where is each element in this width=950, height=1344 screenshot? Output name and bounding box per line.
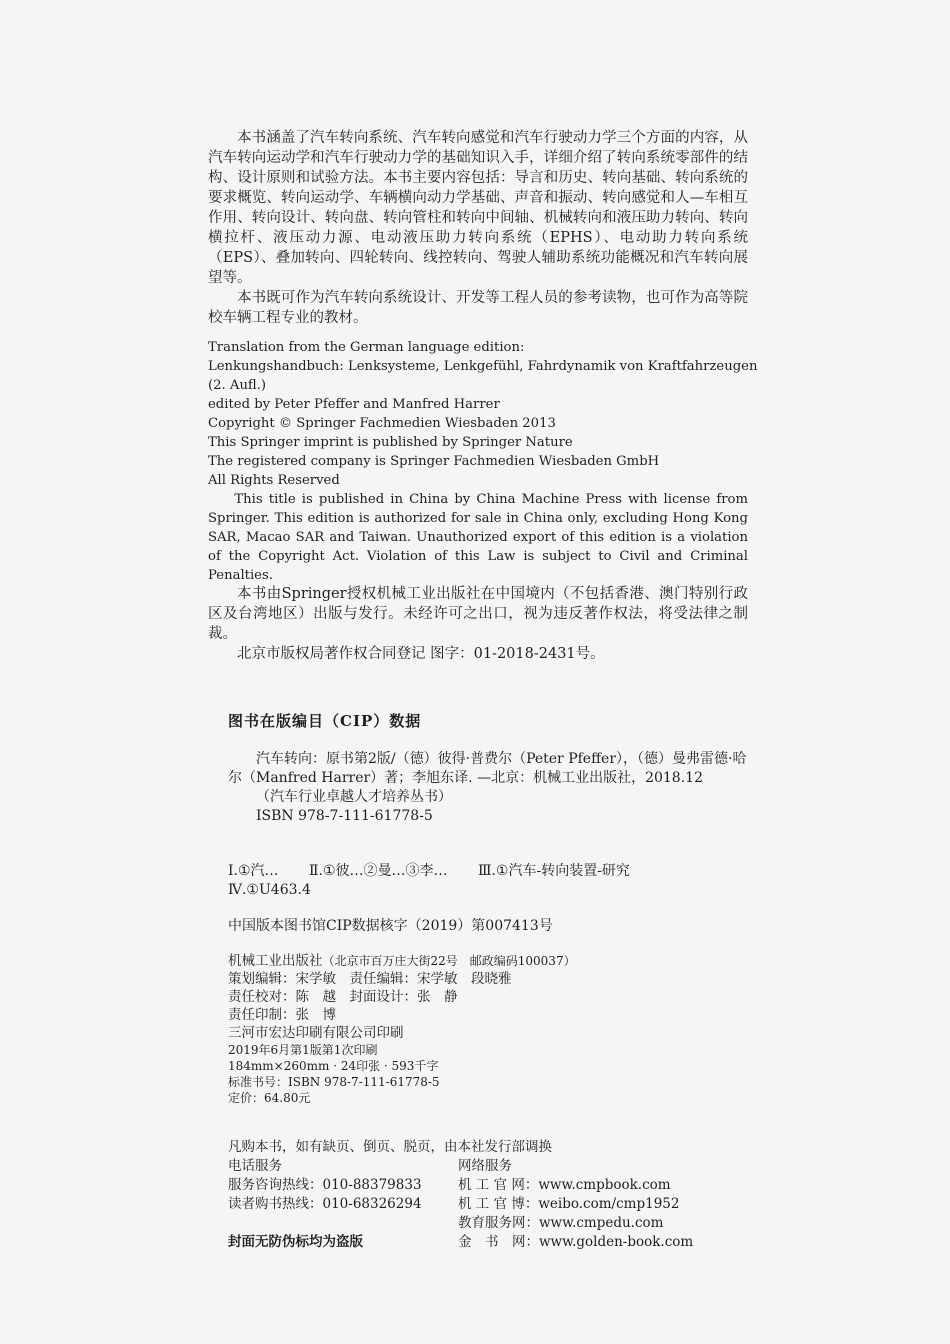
rights-line: All Rights Reserved [208,473,340,488]
cn-license-paragraph: 本书由Springer授权机械工业出版社在中国境内（不包括香港、澳门特别行政区及台湾地区）出版与发行。未经许可之出口，视为违反著作权法，将受法律之制裁。 [208,586,748,642]
rights-line: Copyright © Springer Fachmedien Wiesbaden 2013 [208,416,556,431]
classification-line-2: Ⅳ.①U463.4 [228,882,311,898]
cip-classification [228,862,748,900]
rights-line: Translation from the German language edition: [208,340,525,355]
publisher-block [228,952,748,1106]
publisher-name: 机械工业出版社 [228,953,323,969]
anti-counterfeit-note: 封面无防伪标均为盗版 [228,1234,363,1250]
web-link[interactable]: 机 工 官 网：www.cmpbook.com [458,1177,671,1193]
cip-verify: 中国版本图书馆CIP数据核字（2019）第007413号 [228,918,553,934]
summary-paragraph-1: 本书涵盖了汽车转向系统、汽车转向感觉和汽车行驶动力学三个方面的内容，从汽车转向运动学和汽车行驶动力学的基础知识入手，详细介绍了转向系统零部件的结构、设计原则和试验方法。本书主要内容包括：导言和历史、转向基础、转向系统的要求概览、转向运动学、车辆横向动力学基础、声音和振动、转向感觉和人—车相互作用、转向设计、转向盘、转向管柱和转向中间轴、机械转向和液压助力转向、转向横拉杆、液压动力源、电动液压助力转向系统（EPHS）、电动助力转向系统（EPS）、叠加转向、四轮转向、线控转向、驾驶人辅助系统功能概况和汽车转向展望等。 [208,130,748,286]
classification-item: Ⅰ.①汽… [228,863,279,879]
phone-service [228,1157,458,1252]
publisher-address: （北京市百万庄大街22号 邮政编码100037） [322,954,576,968]
cip-series: （汽车行业卓越人才培养丛书） [256,789,452,805]
cip-entry [228,750,748,826]
rights-line: The registered company is Springer Fachmedien Wiesbaden GmbH [208,454,660,469]
classification-item: Ⅲ.①汽车-转向装置-研究 [477,863,630,879]
service-hotline: 服务咨询热线：010-88379833 [228,1177,422,1193]
service-notice: 凡购本书，如有缺页、倒页、脱页，由本社发行部调换 [228,1139,552,1155]
web-heading: 网络服务 [458,1158,512,1174]
edition-line: 2019年6月第1版第1次印刷 [228,1043,378,1057]
print-resp-line: 责任印制：张 博 [228,1007,336,1023]
web-link[interactable]: 金 书 网：www.golden-book.com [458,1234,694,1250]
service-heading: 电话服务 [228,1158,282,1174]
cip-entry-text: 汽车转向：原书第2版/（德）彼得·普费尔（Peter Pfeffer），（德）曼弗雷德·哈尔（Manfred Harrer）著；李旭东译. —北京：机械工业出版社，2018.12 [228,751,747,786]
rights-line: Lenkungshandbuch: Lenksysteme, Lenkgefühl, Fahrdynamik von Kraftfahrzeugen [208,359,758,374]
rights-statement [208,338,758,585]
rights-line: (2. Aufl.) [208,378,267,393]
printer-line: 三河市宏达印刷有限公司印刷 [228,1025,404,1041]
rights-line: edited by Peter Pfeffer and Manfred Harrer [208,397,500,412]
cip-title: 图书在版编目（CIP）数据 [228,712,422,730]
registration-line: 北京市版权局著作权合同登记 图字：01-2018-2431号。 [237,646,605,662]
classification-line [228,862,748,881]
cip-isbn: ISBN 978-7-111-61778-5 [256,808,433,824]
reader-hotline: 读者购书热线：010-68326294 [228,1196,422,1212]
isbn-line: 标准书号：ISBN 978-7-111-61778-5 [228,1075,440,1089]
web-link[interactable]: 机 工 官 博：weibo.com/cmp1952 [458,1196,680,1212]
service-block [228,1138,748,1257]
summary-paragraph-2: 本书既可作为汽车转向系统设计、开发等工程人员的参考读物，也可作为高等院校车辆工程专业的教材。 [208,290,748,326]
classification-item: Ⅱ.①彼…②曼…③李… [308,863,448,879]
cn-license [208,584,748,664]
proof-line: 责任校对：陈 越 封面设计：张 静 [228,989,458,1005]
web-link[interactable]: 教育服务网：www.cmpedu.com [458,1215,664,1231]
format-line: 184mm×260mm · 24印张 · 593千字 [228,1059,439,1073]
publisher-line [228,952,748,970]
book-summary [208,128,748,328]
rights-line: This Springer imprint is published by Springer Nature [208,435,573,450]
editors-line: 策划编辑：宋学敏 责任编辑：宋学敏 段晓雅 [228,971,512,987]
web-service [458,1157,748,1252]
license-paragraph: This title is published in China by China Machine Press with license from Springer. This edition is authorized for sale in China only, excluding Hong Kong SAR, Macao SAR and Taiwan. Unauthorized export of this edition is a violation of the Copyright Act. Violation of this Law is subject to Civil and Criminal Penalties. [208,492,748,583]
price-line: 定价：64.80元 [228,1091,311,1105]
